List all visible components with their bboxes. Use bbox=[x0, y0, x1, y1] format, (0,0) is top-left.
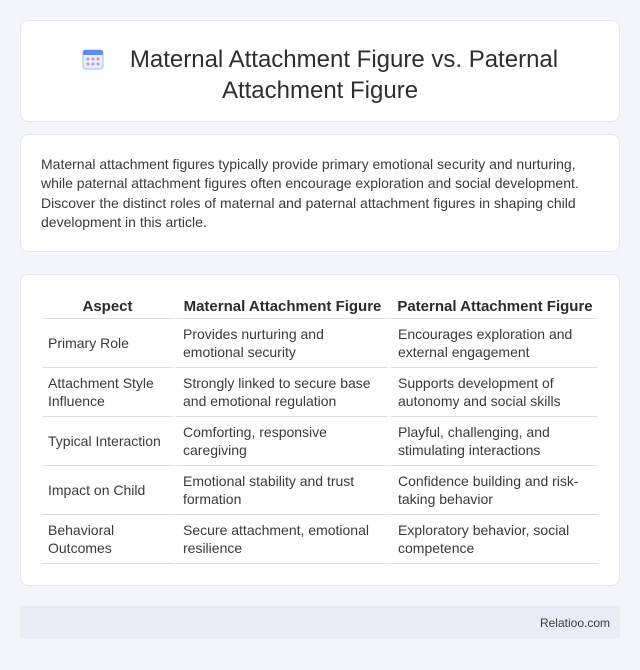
cell-maternal: Secure attachment, emotional resilience bbox=[173, 515, 388, 564]
cell-paternal: Exploratory behavior, social competence bbox=[388, 515, 598, 564]
cell-aspect: Impact on Child bbox=[42, 466, 173, 515]
footer bbox=[20, 606, 620, 639]
table-row bbox=[42, 319, 598, 368]
table-row bbox=[42, 417, 598, 466]
cell-paternal: Playful, challenging, and stimulating interactions bbox=[388, 417, 598, 466]
cell-aspect: Typical Interaction bbox=[42, 417, 173, 466]
cell-maternal: Emotional stability and trust formation bbox=[173, 466, 388, 515]
calendar-icon bbox=[82, 48, 104, 70]
page-title bbox=[21, 45, 619, 105]
header-paternal: Paternal Attachment Figure bbox=[388, 297, 598, 319]
comparison-card bbox=[20, 274, 620, 586]
cell-maternal: Strongly linked to secure base and emotional regulation bbox=[173, 368, 388, 417]
table-row bbox=[42, 368, 598, 417]
comparison-table bbox=[42, 297, 598, 564]
cell-maternal: Comforting, responsive caregiving bbox=[173, 417, 388, 466]
intro-card bbox=[20, 134, 620, 252]
table-row bbox=[42, 466, 598, 515]
title-line-1: Maternal Attachment Figure vs. Paternal bbox=[129, 46, 559, 73]
header-maternal: Maternal Attachment Figure bbox=[173, 297, 388, 319]
table-row bbox=[42, 515, 598, 564]
cell-aspect: Attachment Style Influence bbox=[42, 368, 173, 417]
cell-aspect: Behavioral Outcomes bbox=[42, 515, 173, 564]
title-card bbox=[20, 20, 620, 122]
cell-paternal: Supports development of autonomy and social skills bbox=[388, 368, 598, 417]
cell-paternal: Confidence building and risk-taking behavior bbox=[388, 466, 598, 515]
cell-paternal: Encourages exploration and external engagement bbox=[388, 319, 598, 368]
title-line-2: Attachment Figure bbox=[221, 76, 419, 104]
intro-paragraph: Maternal attachment figures typically provide primary emotional security and nurturing, while paternal attachment figures often encourage exploration and social development. Discover the distinct roles of maternal and paternal attachment figures in shaping child development in this article. bbox=[41, 156, 579, 231]
cell-aspect: Primary Role bbox=[42, 319, 173, 368]
table-header-row bbox=[42, 297, 598, 319]
footer-brand: Relatioo.com bbox=[539, 616, 610, 630]
cell-maternal: Provides nurturing and emotional security bbox=[173, 319, 388, 368]
header-aspect: Aspect bbox=[42, 297, 173, 319]
